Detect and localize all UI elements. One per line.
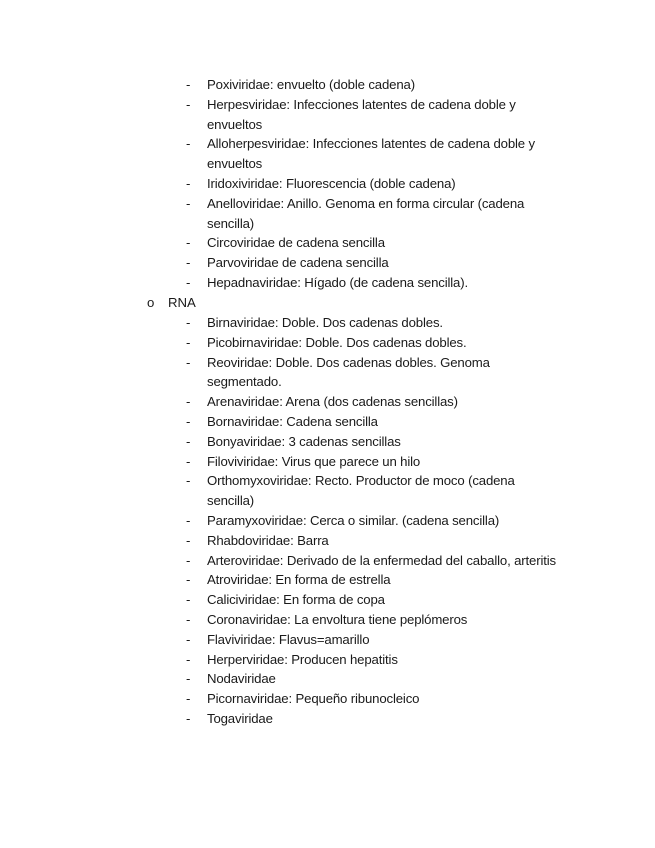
list-item-text: Atroviridae: En forma de estrella xyxy=(207,572,391,588)
list-item-text: Poxiviridae: envuelto (doble cadena) xyxy=(207,77,415,92)
list-item xyxy=(0,233,655,253)
list-item-text: Birnaviridae: Doble. Dos cadenas dobles. xyxy=(207,315,443,330)
list-item-text: Herperviridae: Producen hepatitis xyxy=(207,651,398,667)
list-item xyxy=(0,333,655,353)
list-item-text: Flaviviridae: Flavus=amarillo xyxy=(207,631,370,647)
list-item xyxy=(0,570,655,590)
list-item xyxy=(0,610,655,630)
dash-marker: - xyxy=(186,235,191,251)
dash-marker: - xyxy=(186,611,191,627)
list-item xyxy=(0,551,655,571)
list-item-text: Parvoviridae de cadena sencilla xyxy=(207,255,389,271)
list-item-text: Togaviridae xyxy=(207,710,273,726)
list-item-text: Iridoxiviridae: Fluorescencia (doble cadena) xyxy=(207,175,456,191)
list-item-text: Caliciviridae: En forma de copa xyxy=(207,592,385,608)
dash-marker: - xyxy=(186,572,191,588)
list-item-text: Reoviridae: Doble. Dos cadenas dobles. Genoma segmentado. xyxy=(207,354,490,390)
dash-marker: - xyxy=(186,413,191,429)
dash-marker: - xyxy=(186,651,191,667)
dash-marker: - xyxy=(186,671,191,687)
list-item xyxy=(0,95,655,135)
list-item-text: Orthomyxoviridae: Recto. Productor de moco (cadena sencilla) xyxy=(207,473,515,509)
dash-marker: - xyxy=(186,274,191,290)
list-item-text: Herpesviridae: Infecciones latentes de cadena doble y envueltos xyxy=(207,96,516,132)
list-item-text: Filoviviridae: Virus que parece un hilo xyxy=(207,453,421,469)
list-item-text: Alloherpesviridae: Infecciones latentes de cadena doble y envueltos xyxy=(207,136,535,172)
list-item-text: Arteroviridae: Derivado de la enfermedad del caballo, arteritis xyxy=(207,552,556,568)
dash-marker: - xyxy=(186,710,191,726)
dash-marker: - xyxy=(186,532,191,548)
list-item xyxy=(0,650,655,670)
list-item-text: Bornaviridae: Cadena sencilla xyxy=(207,413,378,429)
list-item xyxy=(0,531,655,551)
list-item xyxy=(0,452,655,472)
list-item xyxy=(0,669,655,689)
list-item-text: Anelloviridae: Anillo. Genoma en forma circular (cadena sencilla) xyxy=(207,195,525,231)
list-item xyxy=(0,511,655,531)
dash-marker: - xyxy=(186,315,191,330)
list-item xyxy=(0,471,655,511)
list-item xyxy=(0,134,655,174)
list-item xyxy=(0,194,655,234)
dash-marker: - xyxy=(186,334,191,350)
dash-marker: - xyxy=(186,592,191,608)
circle-bullet-icon: o xyxy=(147,295,155,310)
list-item xyxy=(0,392,655,412)
list-item-text: Arenaviridae: Arena (dos cadenas sencillas) xyxy=(207,394,458,410)
dash-marker: - xyxy=(186,473,191,489)
list-item-text: Paramyxoviridae: Cerca o similar. (cadena sencilla) xyxy=(207,512,500,528)
dash-marker: - xyxy=(186,136,191,152)
dash-marker: - xyxy=(186,175,191,191)
dash-marker: - xyxy=(186,512,191,528)
dna-family-list xyxy=(0,75,655,293)
dash-marker: - xyxy=(186,433,191,449)
list-item xyxy=(0,75,655,95)
list-item xyxy=(0,590,655,610)
dash-marker: - xyxy=(186,453,191,469)
list-item xyxy=(0,313,655,333)
dash-marker: - xyxy=(186,552,191,568)
rna-family-list xyxy=(0,313,655,729)
dash-marker: - xyxy=(186,691,191,707)
list-item xyxy=(0,253,655,273)
list-item xyxy=(0,432,655,452)
dash-marker: - xyxy=(186,96,191,112)
list-item-text: Nodaviridae xyxy=(207,671,276,687)
list-item xyxy=(0,709,655,729)
dash-marker: - xyxy=(186,631,191,647)
dash-marker: - xyxy=(186,195,191,211)
dash-marker: - xyxy=(186,394,191,410)
dash-marker: - xyxy=(186,255,191,271)
dash-marker: - xyxy=(186,354,191,370)
list-item-text: Bonyaviridae: 3 cadenas sencillas xyxy=(207,433,401,449)
list-item xyxy=(0,353,655,393)
list-item-text: Picobirnaviridae: Doble. Dos cadenas dobles. xyxy=(207,334,467,350)
list-item-text: Hepadnaviridae: Hígado (de cadena sencilla). xyxy=(207,274,468,290)
list-item-text: Circoviridae de cadena sencilla xyxy=(207,235,385,251)
list-item xyxy=(0,412,655,432)
dash-marker: - xyxy=(186,77,191,92)
list-item xyxy=(0,273,655,293)
list-item-text: Coronaviridae: La envoltura tiene peplómeros xyxy=(207,611,468,627)
list-item xyxy=(0,630,655,650)
list-item xyxy=(0,689,655,709)
list-item xyxy=(0,174,655,194)
rna-heading: RNA xyxy=(168,295,196,310)
list-item-text: Rhabdoviridae: Barra xyxy=(207,532,329,548)
list-item-text: Picornaviridae: Pequeño ribunocleico xyxy=(207,691,420,707)
